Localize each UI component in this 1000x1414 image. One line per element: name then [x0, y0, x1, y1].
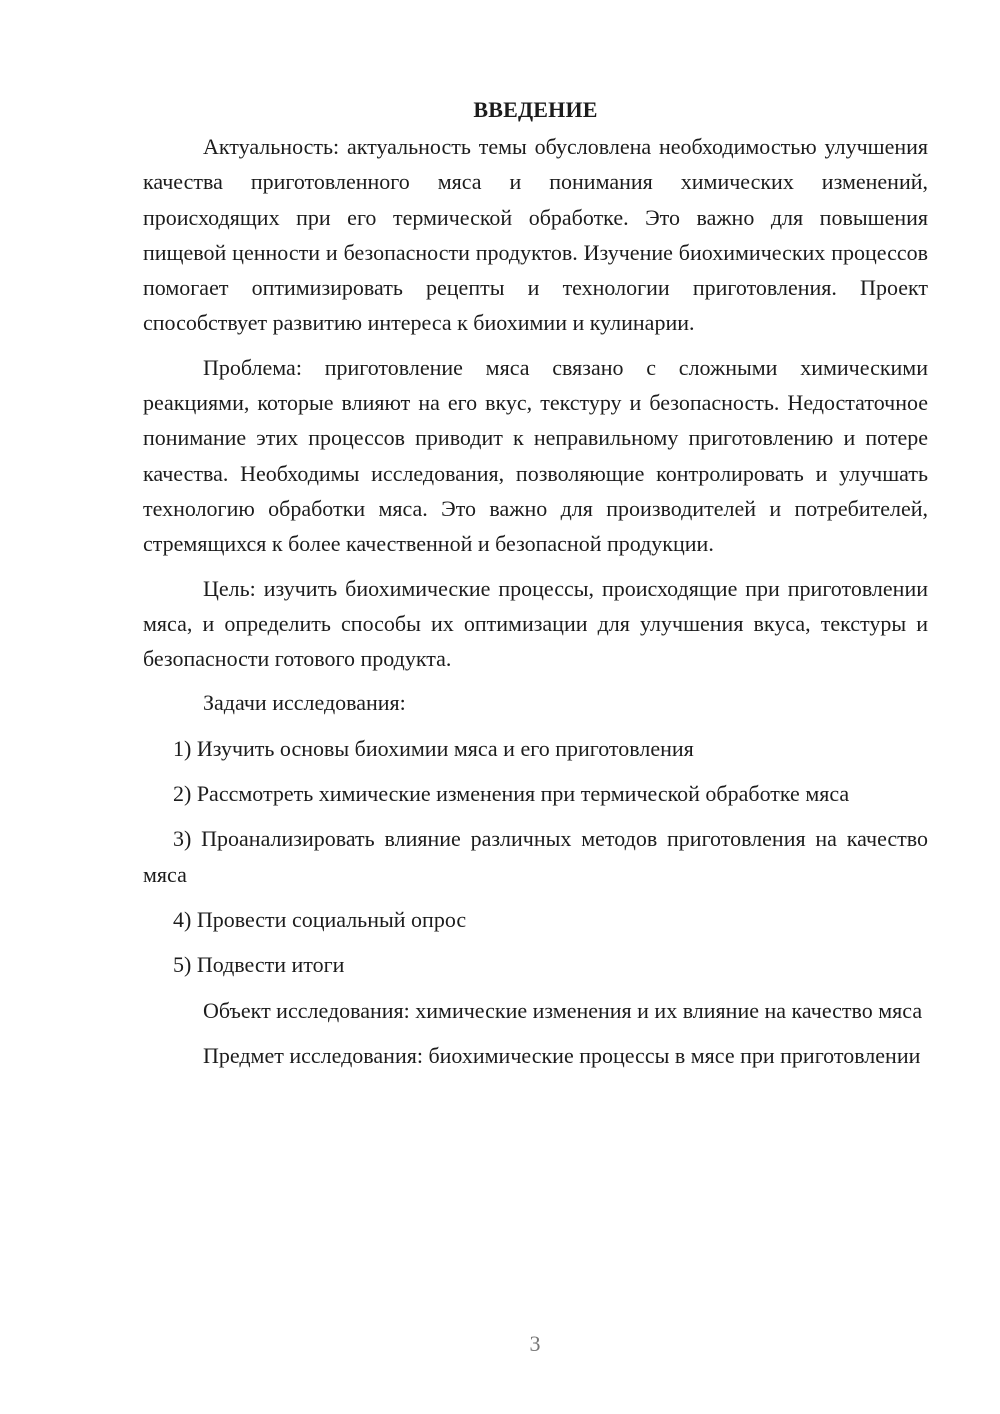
document-page — [143, 92, 928, 1073]
task-item: 2) Рассмотреть химические изменения при термической обработке мяса — [173, 781, 850, 807]
task-item: 4) Провести социальный опрос — [173, 906, 467, 932]
subject-paragraph: Предмет исследования: биохимические процессы в мясе при приготовлении — [203, 1042, 921, 1068]
page-title: ВВЕДЕНИЕ — [473, 97, 598, 122]
page-number: 3 — [529, 1331, 541, 1356]
tasks-heading: Задачи исследования: — [203, 690, 406, 716]
task-item: 5) Подвести итоги — [173, 952, 345, 978]
relevance-paragraph: Актуальность: актуальность темы обусловлена необходимостью улучшения качества приготовленного мяса и понимания химических изменений, происходящих при его термической обработке. Это важно для повышения пищевой ценности и безопасности продуктов. Изучение биохимических процессов помогает оптимизировать рецепты и технологии приготовления. Проект способствует развитию интереса к биохимии и кулинарии. — [143, 134, 928, 336]
problem-paragraph: Проблема: приготовление мяса связано с сложными химическими реакциями, которые влияют на его вкус, текстуру и безопасность. Недостаточное понимание этих процессов приводит к неправильному приготовлению и потере качества. Необходимы исследования, позволяющие контролировать и улучшать технологию обработки мяса. Это важно для производителей и потребителей, стремящихся к более качественной и безопасной продукции. — [143, 354, 928, 557]
task-item: 1) Изучить основы биохимии мяса и его приготовления — [173, 735, 694, 761]
task-item: 3) Проанализировать влияние различных методов приготовления на качество мяса — [143, 826, 928, 887]
object-paragraph: Объект исследования: химические изменения и их влияние на качество мяса — [203, 997, 923, 1023]
goal-paragraph: Цель: изучить биохимические процессы, происходящие при приготовлении мяса, и определить способы их оптимизации для улучшения вкуса, текстуры и безопасности готового продукта. — [143, 575, 928, 672]
